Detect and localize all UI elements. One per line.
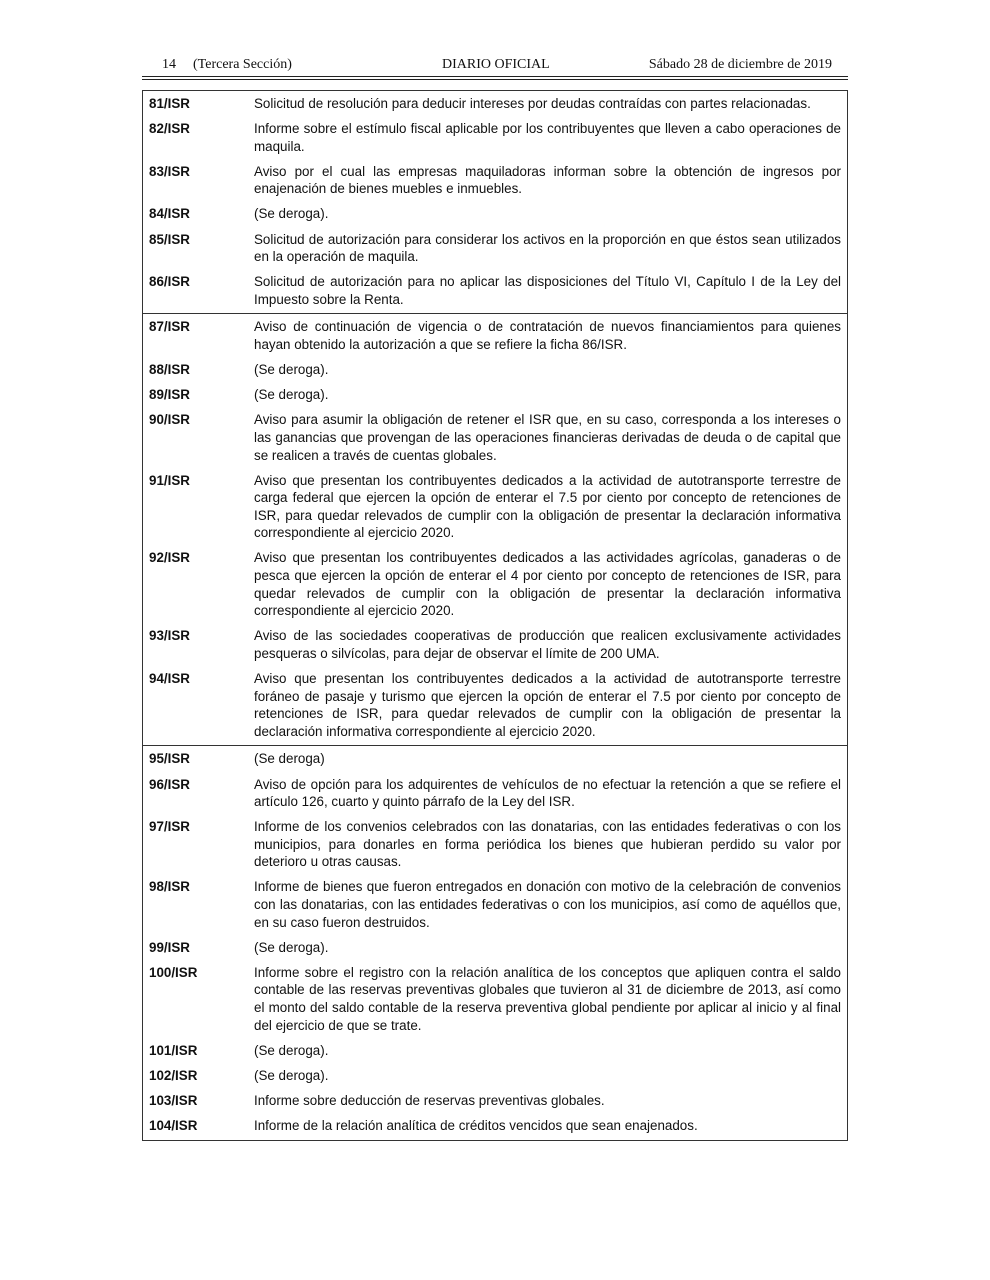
table-row [143, 120, 847, 155]
table-row [143, 670, 847, 740]
page-number: 14 [162, 57, 176, 72]
form-code: 92/ISR [149, 550, 190, 566]
form-description: Informe de los convenios celebrados con las donatarias, con las entidades federativas o con los municipios, para donarles en forma periódica los bienes que hubieran perdido su valor por deterioro u otras causas. [254, 819, 841, 870]
form-description: Informe de la relación analítica de créditos vencidos que sean enajenados. [254, 1118, 698, 1133]
form-description: Aviso que presentan los contribuyentes dedicados a la actividad de autotransporte terrestre de carga federal que ejercen la opción de enterar el 7.5 por ciento por concepto de retenciones de ISR, para quedar relevados de cumplir con la obligación de presentar la declaración informativa correspondiente al ejercicio 2020. [254, 472, 841, 541]
forms-table [142, 90, 848, 1141]
form-description: Aviso para asumir la obligación de retener el ISR que, en su caso, corresponda a los intereses o las ganancias que provengan de las operaciones financieras derivadas de deuda o de capital que se realicen a través de cuentas globales. [254, 412, 841, 463]
form-description: Aviso de las sociedades cooperativas de producción que realicen exclusivamente actividades pesqueras o silvícolas, para dejar de observar el límite de 200 UMA. [254, 628, 841, 661]
form-code: 102/ISR [149, 1067, 198, 1083]
table-row [143, 549, 847, 619]
table-row [143, 776, 847, 811]
table-row [143, 95, 847, 113]
form-code: 95/ISR [149, 751, 190, 767]
table-row [143, 273, 847, 308]
form-description: (Se deroga). [254, 1067, 329, 1083]
form-code: 83/ISR [149, 163, 190, 179]
form-code: 101/ISR [149, 1042, 198, 1058]
table-row [143, 750, 847, 768]
form-description: (Se deroga). [254, 939, 329, 955]
table-row [143, 878, 847, 931]
form-code: 90/ISR [149, 412, 190, 428]
publication-date: Sábado 28 de diciembre de 2019 [648, 57, 832, 72]
table-row [143, 964, 847, 1034]
table-row [143, 1117, 847, 1135]
table-row [143, 939, 847, 957]
table-row [143, 1092, 847, 1110]
table-group [143, 313, 847, 745]
table-row [143, 472, 847, 542]
form-code: 98/ISR [149, 879, 190, 895]
form-description: Aviso por el cual las empresas maquiladoras informan sobre la obtención de ingresos por enajenación de bienes muebles e inmuebles. [254, 163, 841, 197]
form-description: Informe de bienes que fueron entregados en donación con motivo de la celebración de convenios con las donatarias, con las entidades federativas o con los municipios, así como de aquéllos que, en su caso fueron destruidos. [254, 879, 841, 930]
form-code: 87/ISR [149, 319, 190, 335]
form-code: 100/ISR [149, 964, 198, 980]
form-code: 93/ISR [149, 628, 190, 644]
form-code: 82/ISR [149, 121, 190, 137]
table-row [143, 318, 847, 353]
table-row [143, 386, 847, 404]
publication-title: DIARIO OFICIAL [442, 57, 550, 72]
form-description: Informe sobre el estímulo fiscal aplicable por los contribuyentes que lleven a cabo operaciones de maquila. [254, 121, 841, 154]
form-code: 84/ISR [149, 206, 190, 222]
form-code: 88/ISR [149, 362, 190, 378]
table-row [143, 1067, 847, 1085]
form-description: (Se deroga). [254, 206, 329, 222]
table-row [143, 627, 847, 662]
header-divider [142, 79, 848, 80]
table-row [143, 205, 847, 223]
page-header [162, 57, 832, 77]
form-description: Solicitud de resolución para deducir intereses por deudas contraídas con partes relacionadas. [254, 96, 811, 111]
form-code: 99/ISR [149, 939, 190, 955]
form-description: (Se deroga) [254, 751, 325, 767]
table-row [143, 361, 847, 379]
table-row [143, 1042, 847, 1060]
form-description: (Se deroga). [254, 387, 329, 403]
form-code: 97/ISR [149, 819, 190, 835]
header-divider [142, 76, 848, 77]
form-code: 81/ISR [149, 96, 190, 111]
form-description: Aviso que presentan los contribuyentes dedicados a las actividades agrícolas, ganaderas o de pesca que ejercen la opción de enterar el 4 por ciento por concepto de retenciones de ISR, para quedar relevados de cumplir con la obligación de presentar la declaración informativa correspondiente al ejercicio 2020. [254, 550, 841, 619]
form-description: Informe sobre deducción de reservas preventivas globales. [254, 1092, 605, 1108]
section-label: (Tercera Sección) [193, 57, 292, 72]
form-code: 91/ISR [149, 472, 190, 488]
form-description: Aviso que presentan los contribuyentes dedicados a la actividad de autotransporte terrestre foráneo de pasaje y turismo que ejercen la opción de enterar el 7.5 por ciento por concepto de retenciones de ISR, para quedar relevados de cumplir con la obligación de presentar la declaración informativa correspondiente al ejercicio 2020. [254, 671, 841, 739]
form-description: Solicitud de autorización para considerar los activos en la proporción en que éstos sean utilizados en la operación de maquila. [254, 231, 841, 265]
form-code: 89/ISR [149, 387, 190, 403]
form-code: 103/ISR [149, 1092, 198, 1108]
form-code: 94/ISR [149, 671, 190, 687]
form-description: (Se deroga). [254, 1042, 329, 1058]
form-code: 86/ISR [149, 274, 190, 290]
table-row [143, 163, 847, 198]
table-row [143, 818, 847, 871]
form-description: Aviso de continuación de vigencia o de contratación de nuevos financiamientos para quienes hayan obtenido la autorización a que se refiere la ficha 86/ISR. [254, 319, 841, 353]
table-group [143, 91, 847, 313]
table-group [143, 745, 847, 1139]
form-code: 104/ISR [149, 1118, 198, 1133]
form-description: Aviso de opción para los adquirentes de vehículos de no efectuar la retención a que se refiere el artículo 126, cuarto y quinto párrafo de la Ley del ISR. [254, 776, 841, 810]
form-code: 85/ISR [149, 231, 190, 247]
table-row [143, 231, 847, 266]
table-row [143, 411, 847, 464]
form-description: Solicitud de autorización para no aplicar las disposiciones del Título VI, Capítulo I de la Ley del Impuesto sobre la Renta. [254, 274, 841, 307]
form-description: Informe sobre el registro con la relación analítica de los conceptos que apliquen contra el saldo contable de las reservas preventivas globales que tuvieron al 31 de diciembre de 2013, así como el monto del saldo contable de la reserva preventiva global pendiente por aplicar al inicio y al final del ejercicio de que se trate. [254, 964, 841, 1033]
form-code: 96/ISR [149, 776, 190, 792]
form-description: (Se deroga). [254, 362, 329, 378]
